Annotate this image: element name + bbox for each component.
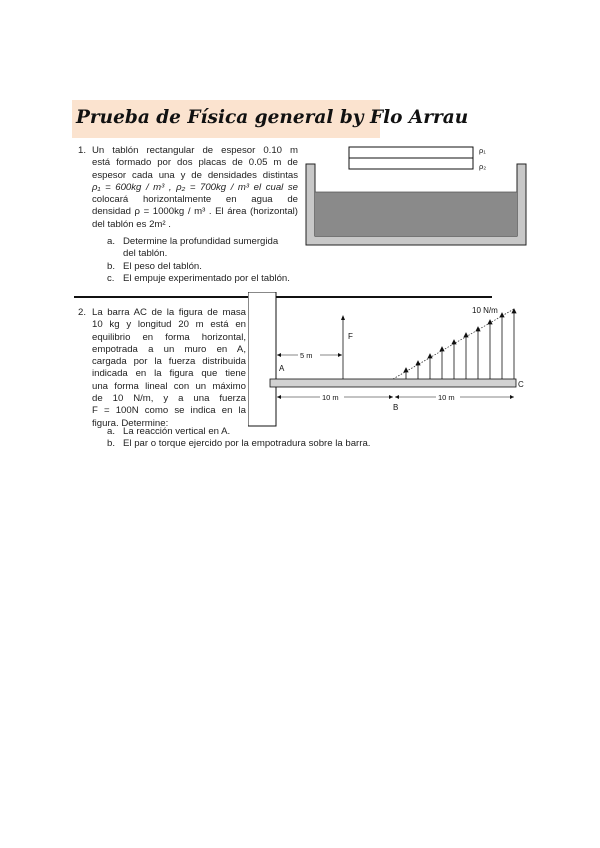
item-label: c. — [107, 273, 115, 284]
q1-line: del tablón es 2m² . — [92, 218, 171, 230]
rho2-label: ρ₂ — [479, 162, 487, 171]
q2-line: F = 100N como se indica en la — [92, 405, 246, 417]
dim-5m-label: 5 m — [300, 351, 313, 360]
q1-line: ρ₁ = 600kg / m³ , ρ₂ = 700kg / m³ el cual se — [92, 181, 298, 193]
q2-line: cargada por la fuerza distribuida — [92, 356, 246, 368]
point-a-label: A — [279, 364, 285, 373]
load-label: 10 N/m — [472, 306, 498, 315]
dim-seg1-label: 10 m — [322, 393, 339, 402]
q1-line: espesor cada una y de densidades distintas — [92, 169, 298, 181]
q2-line: una forma lineal con un máximo — [92, 380, 246, 392]
plank-bottom-layer — [349, 158, 473, 169]
q2-line: 10 kg y longitud 20 m está en — [92, 319, 246, 331]
rho1-label: ρ₁ — [479, 146, 486, 155]
q2-line: La barra AC de la figura de masa — [92, 307, 246, 318]
q1-line: colocará horizontalmente en agua de — [92, 194, 298, 206]
question-2-text — [92, 307, 246, 430]
q1-line: está formado por dos placas de 0.05 m de — [92, 157, 298, 169]
q2-line: de 10 N/m, y a una fuerza — [92, 393, 246, 405]
figure-2-beam — [248, 292, 538, 428]
q2-line: indicada en la figura que tiene — [92, 368, 246, 380]
q1-line: densidad ρ = 1000kg / m³ . El área (horizontal) — [92, 206, 298, 218]
figure-1-plank-in-water — [300, 138, 540, 250]
item-text: El peso del tablón. — [123, 261, 202, 272]
q2-line: empotrada a un muro en A, — [92, 343, 246, 355]
item-label: b. — [107, 438, 116, 449]
item-label: a. — [107, 426, 116, 437]
item-text: La reacción vertical en A. — [123, 426, 231, 437]
q2-line: figura. Determine: — [92, 417, 169, 429]
item-text: El empuje experimentado por el tablón. — [123, 273, 290, 284]
page-title: Prueba de Física general by Flo Arrau — [76, 107, 469, 128]
q2-line: equilibrio en forma horizontal, — [92, 331, 246, 343]
title-banner — [72, 100, 469, 138]
wall — [248, 292, 276, 426]
question-1-text — [92, 145, 298, 231]
item-text: Determine la profundidad sumergida — [123, 236, 279, 247]
item-text: El par o torque ejercido por la empotradura sobre la barra. — [123, 438, 371, 449]
item-label: b. — [107, 261, 116, 272]
item-text: del tablón. — [123, 248, 168, 260]
point-c-label: C — [518, 380, 524, 389]
water — [315, 192, 517, 236]
force-f-arrowhead — [341, 315, 345, 320]
force-f-label: F — [348, 332, 353, 341]
plank-top-layer — [349, 147, 473, 158]
q1-line: Un tablón rectangular de espesor 0.10 m — [92, 145, 298, 156]
question-2-number: 2. — [78, 307, 87, 318]
item-label: a. — [107, 236, 116, 247]
dim-seg2-label: 10 m — [438, 393, 455, 402]
point-b-label: B — [393, 403, 399, 412]
beam — [270, 379, 516, 387]
question-1-number: 1. — [78, 145, 87, 156]
load-arrows — [404, 309, 516, 379]
